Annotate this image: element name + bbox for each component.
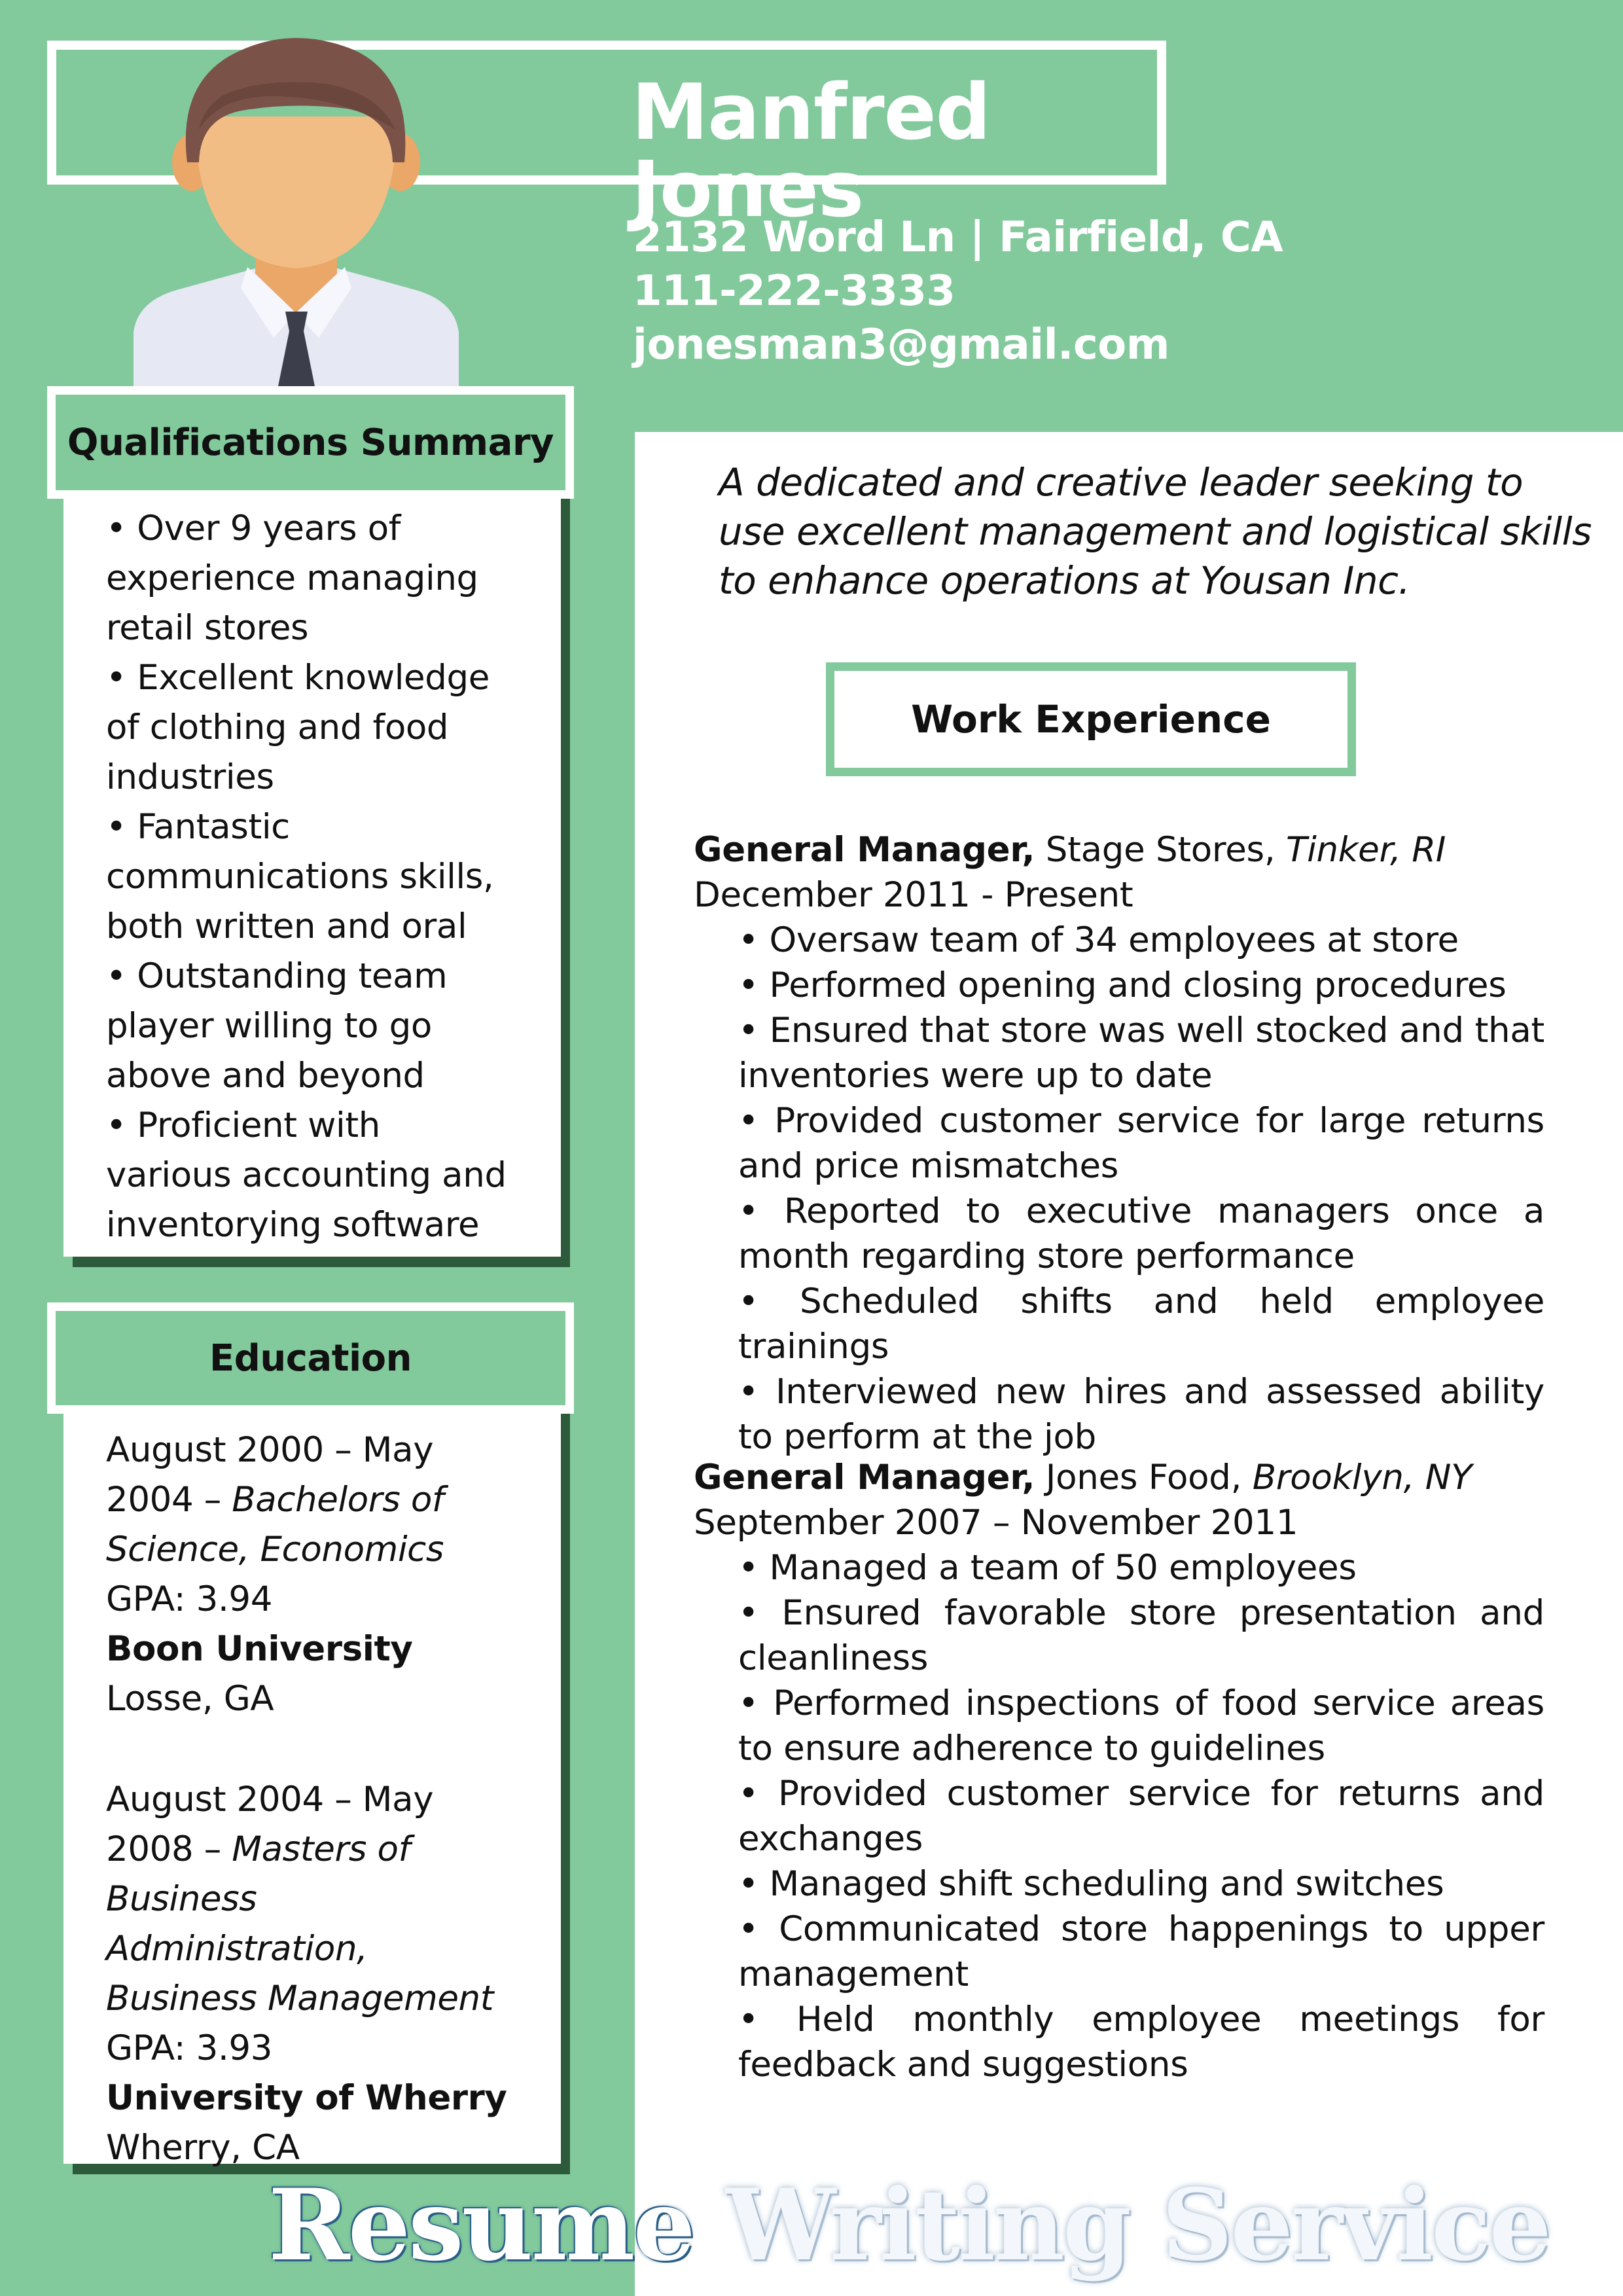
education-degree: Masters of Business Administration, Business Management [106,1829,494,2018]
job-bullet: • Managed shift scheduling and switches [738,1864,1444,1904]
job-bullet: • Provided customer service for returns and exchanges [738,1774,1544,1859]
qualification-item: • Fantastic communications skills, both written and oral [106,807,494,946]
education-heading: Education [47,1302,574,1414]
watermark-word-writing-service: Writing Service [725,2168,1550,2283]
job-title: General Manager, [694,830,1035,870]
education-location: Wherry, CA [106,2128,300,2168]
job-dates: September 2007 – November 2011 [694,1503,1298,1543]
job-bullet: • Managed a team of 50 employees [738,1548,1357,1588]
education-dates: August 2004 – May 2008 – [106,1780,434,1869]
address-text: 2132 Word Ln | Fairfield, CA [633,213,1283,262]
job-bullet: • Provided customer service for large returns and price mismatches [738,1101,1544,1186]
job-location: Tinker, RI [1286,830,1446,870]
job-title: General Manager, [694,1458,1035,1498]
watermark [268,2168,1550,2283]
job-bullet: • Ensured that store was well stocked and that inventories were up to date [738,1011,1544,1096]
job-bullet: • Performed inspections of food service areas to ensure adherence to guidelines [738,1683,1544,1768]
education-gpa: GPA: 3.94 [106,1579,273,1619]
watermark-word-resume: Resume [268,2168,694,2283]
job-company: Stage Stores, [1045,830,1275,870]
job-bullet: • Oversaw team of 34 employees at store [738,920,1459,960]
job-bullet: • Performed opening and closing procedures [738,965,1507,1005]
job-bullet: • Held monthly employee meetings for feedback and suggestions [738,2000,1544,2085]
candidate-name: Manfred Jones [632,67,991,234]
job-bullet: • Interviewed new hires and assessed ability to perform at the job [738,1372,1544,1457]
education-degree: Bachelors of Science, Economics [106,1480,444,1570]
education-school: University of Wherry [106,2078,507,2118]
businessman-avatar-icon [131,31,461,386]
email-text: jonesman3@gmail.com [633,321,1169,369]
job-bullets [694,918,1544,1460]
qualification-item: • Over 9 years of experience managing retail stores [106,509,478,648]
job-bullet: • Ensured favorable store presentation and cleanliness [738,1593,1544,1678]
job-entry-1 [694,827,1544,1460]
work-experience-heading: Work Experience [826,662,1356,776]
job-location: Brooklyn, NY [1252,1458,1472,1498]
job-entry-2 [694,1455,1544,2087]
education-entry-1 [106,1426,512,1724]
education-entry-2 [106,1775,512,2173]
job-dates: December 2011 - Present [694,875,1133,915]
education-dates: August 2000 – May 2004 – [106,1430,434,1520]
contact-block [633,211,1283,372]
job-bullets [694,1545,1544,2087]
education-gpa: GPA: 3.93 [106,2028,273,2068]
job-bullet: • Communicated store happenings to upper management [738,1909,1544,1994]
qualifications-list [106,504,512,1250]
education-school: Boon University [106,1629,413,1669]
education-location: Losse, GA [106,1679,274,1719]
qualification-item: • Proficient with various accounting and inventorying software [106,1105,507,1245]
job-bullet: • Scheduled shifts and held employee trainings [738,1282,1544,1367]
phone-text: 111-222-3333 [633,267,955,315]
job-bullet: • Reported to executive managers once a month regarding store performance [738,1191,1544,1276]
qualification-item: • Outstanding team player willing to go above and beyond [106,956,448,1096]
qualification-item: • Excellent knowledge of clothing and food industries [106,658,490,797]
objective-statement: A dedicated and creative leader seeking to use excellent management and logistical skills to enhance operations at Yousan Inc. [719,460,1592,603]
qualifications-heading: Qualifications Summary [47,386,574,499]
job-company: Jones Food, [1045,1458,1242,1498]
